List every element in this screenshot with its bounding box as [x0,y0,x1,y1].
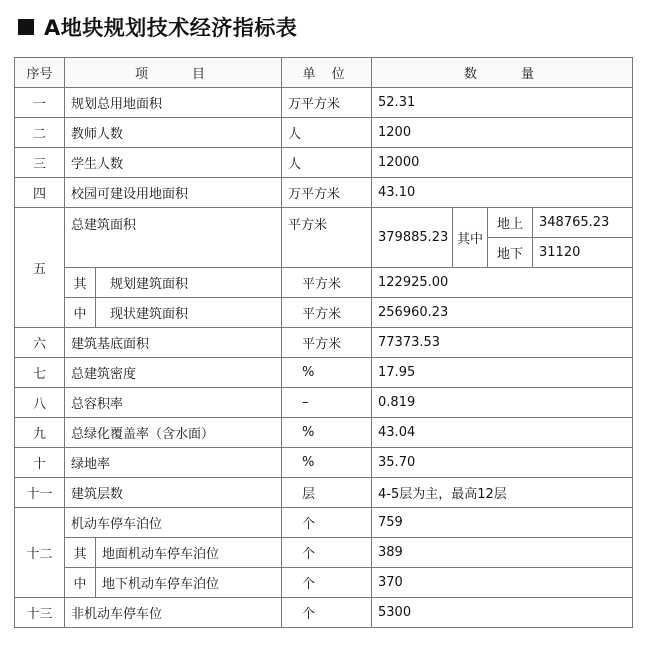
below-ground-value: 31120 [533,238,633,268]
row-value: 1200 [372,118,633,148]
row-item: 校园可建设用地面积 [65,178,282,208]
row-item: 非机动车停车位 [65,598,282,628]
table-row [15,568,633,598]
table-row [15,88,633,118]
table-row [15,418,633,448]
table-header-row [15,58,633,88]
row-value: 5300 [372,598,633,628]
row-value: 43.10 [372,178,633,208]
table-row [15,538,633,568]
above-ground-label: 地上 [488,208,533,238]
row-unit: 个 [282,508,372,538]
title-text: A地块规划技术经济指标表 [44,16,298,40]
row-unit: 平方米 [282,268,372,298]
row-value: 17.95 [372,358,633,388]
table-row [15,178,633,208]
table-row [15,148,633,178]
row-item: 总容积率 [65,388,282,418]
row-unit: 人 [282,118,372,148]
table-row [15,118,633,148]
row-seq: 十 [15,448,65,478]
row-seq: 二 [15,118,65,148]
row-seq: 十二 [15,508,65,598]
row-unit: % [282,418,372,448]
row-value: 0.819 [372,388,633,418]
table-row [15,508,633,538]
row-unit: 平方米 [282,328,372,358]
row-item: 规划建筑面积 [96,268,282,298]
row-item: 绿地率 [65,448,282,478]
header-value: 数 量 [372,58,633,88]
row-value: 35.70 [372,448,633,478]
row-item: 机动车停车泊位 [65,508,282,538]
row-item: 教师人数 [65,118,282,148]
table-row [15,388,633,418]
row-item: 总建筑面积 [65,208,282,268]
row-unit: 个 [282,538,372,568]
table-row [15,478,633,508]
row-item: 规划总用地面积 [65,88,282,118]
row-item: 建筑层数 [65,478,282,508]
table-row [15,448,633,478]
sub-zhong: 中 [65,568,96,598]
page-title [18,12,297,42]
row-value: 389 [372,538,633,568]
table-row [15,298,633,328]
header-unit: 单 位 [282,58,372,88]
row-unit: % [282,358,372,388]
row-unit: 个 [282,568,372,598]
row-seq: 十三 [15,598,65,628]
qizhong-label: 其中 [453,208,488,268]
row-value: 12000 [372,148,633,178]
row-value: 122925.00 [372,268,633,298]
row-item: 学生人数 [65,148,282,178]
row-unit: % [282,448,372,478]
row-unit: 人 [282,148,372,178]
row-unit: 层 [282,478,372,508]
below-ground-label: 地下 [488,238,533,268]
row-seq: 六 [15,328,65,358]
row-seq: 九 [15,418,65,448]
row-seq: 十一 [15,478,65,508]
row-value: 52.31 [372,88,633,118]
row-unit: 个 [282,598,372,628]
table-row [15,268,633,298]
row-item: 地下机动车停车泊位 [96,568,282,598]
sub-qi: 其 [65,268,96,298]
row-unit: – [282,388,372,418]
row-seq: 一 [15,88,65,118]
row-seq: 七 [15,358,65,388]
row-value: 4-5层为主，最高12层 [372,478,633,508]
square-bullet-icon [18,19,34,35]
row-item: 建筑基底面积 [65,328,282,358]
sub-qi: 其 [65,538,96,568]
row-value: 77373.53 [372,328,633,358]
row-value: 256960.23 [372,298,633,328]
row-unit: 万平方米 [282,88,372,118]
row-value: 43.04 [372,418,633,448]
header-seq: 序号 [15,58,65,88]
row-unit: 平方米 [282,298,372,328]
row-item: 现状建筑面积 [96,298,282,328]
row-value: 379885.23 [372,208,453,268]
row-seq: 三 [15,148,65,178]
row-item: 总建筑密度 [65,358,282,388]
row-value: 759 [372,508,633,538]
row-unit: 平方米 [282,208,372,268]
row-seq: 八 [15,388,65,418]
sub-zhong: 中 [65,298,96,328]
row-seq: 四 [15,178,65,208]
row-unit: 万平方米 [282,178,372,208]
row-item: 总绿化覆盖率（含水面） [65,418,282,448]
header-item: 项 目 [65,58,282,88]
row-item: 地面机动车停车泊位 [96,538,282,568]
table-row [15,358,633,388]
table-row [15,328,633,358]
table-row [15,598,633,628]
table-row [15,208,633,238]
row-seq: 五 [15,208,65,328]
above-ground-value: 348765.23 [533,208,633,238]
indicator-table [14,57,633,628]
row-value: 370 [372,568,633,598]
